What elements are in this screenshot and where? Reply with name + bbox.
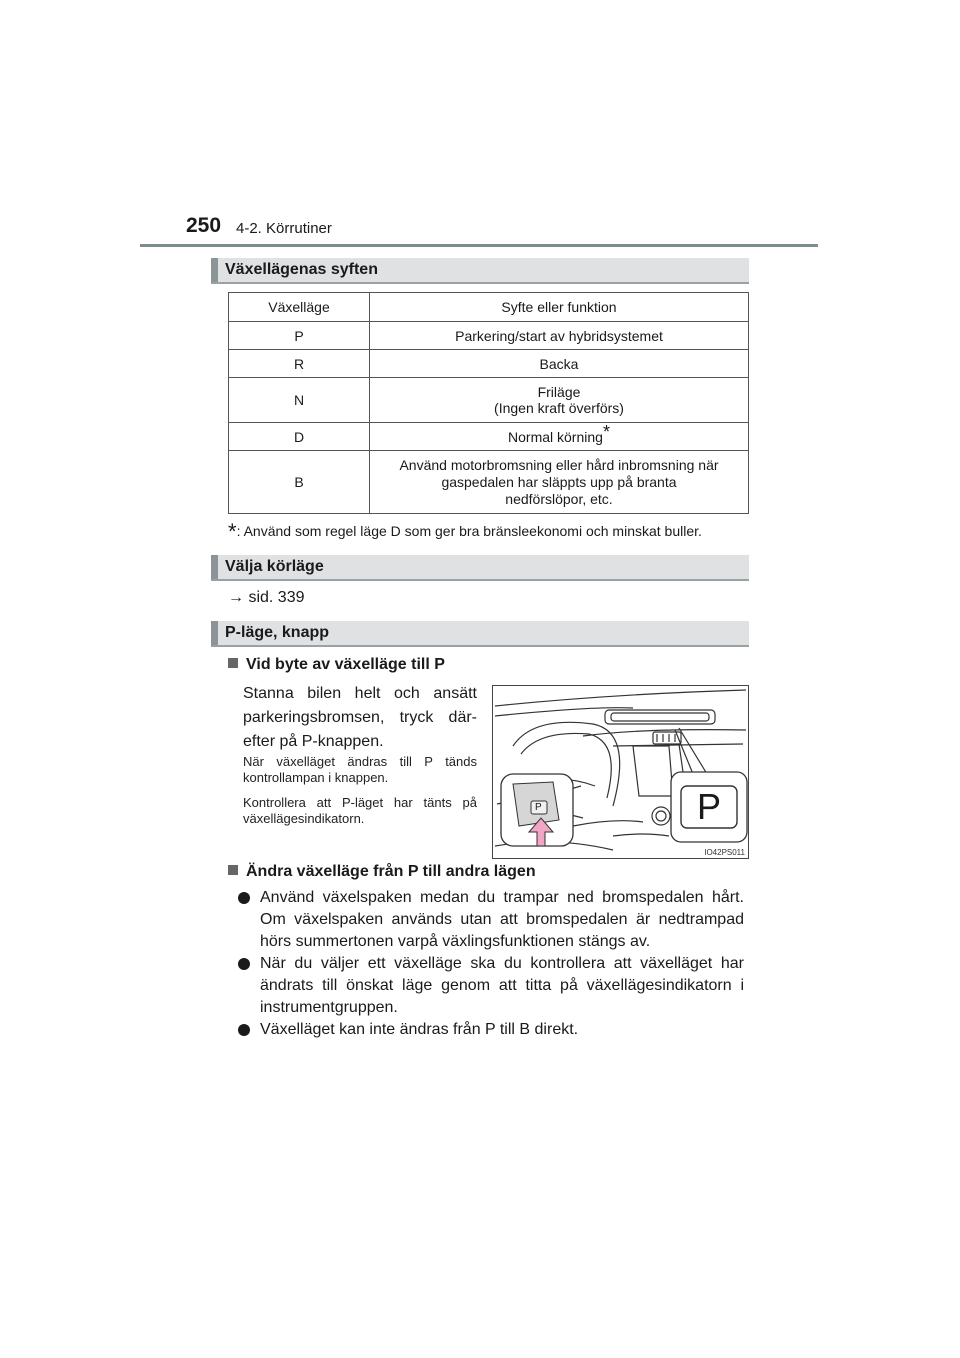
- note-text: Kontrollera att P-läget har tänts på växellägesindikatorn.: [243, 795, 477, 826]
- cell-purpose-text: Normal körning: [508, 428, 603, 445]
- subheading-text: Ändra växelläge från P till andra lägen: [246, 863, 536, 880]
- table-footnote: [228, 519, 702, 545]
- dashboard-drawing: [493, 686, 748, 858]
- page-number: 250: [186, 214, 222, 237]
- table-row: [229, 423, 749, 451]
- square-bullet-icon: [228, 658, 238, 668]
- cell-mode: B: [229, 451, 370, 514]
- bullet-dot-icon: [238, 958, 250, 970]
- illustration-code: IO42PS011: [704, 848, 745, 857]
- page-reference-text: sid. 339: [248, 589, 305, 606]
- cell-purpose-line: gaspedalen har släppts upp på branta: [441, 473, 677, 490]
- section-heading-select-mode: [211, 555, 749, 581]
- gear-mode-table: [228, 292, 749, 514]
- table-header-row: [229, 293, 749, 322]
- cell-purpose-line: nedförslöpor, etc.: [505, 490, 613, 507]
- subheading-text: Vid byte av växelläge till P: [246, 656, 445, 673]
- cell-purpose: [370, 378, 749, 423]
- cell-mode: N: [229, 378, 370, 423]
- column-header-mode: Växelläge: [229, 293, 370, 322]
- list-item-text: Använd växelspaken medan du trampar ned bromspedalen hårt. Om växelspaken används utan att bromspedalen är nedtrampad hörs summertonen varpå växlingsfunktionen stängs av.: [260, 889, 744, 950]
- bullet-dot-icon: [238, 892, 250, 904]
- list-item: [228, 1019, 744, 1041]
- table-row: [229, 451, 749, 514]
- section-title: Växellägenas syften: [225, 261, 378, 278]
- cell-purpose-line: Friläge: [537, 384, 581, 400]
- header-divider: [140, 244, 818, 247]
- table-row: [229, 322, 749, 350]
- list-item-text: När du väljer ett växelläge ska du kontrollera att växelläget har ändrats till önskat läge genom att titta på växellägesindikatorn i instrumentgruppen.: [260, 955, 744, 1016]
- bullet-dot-icon: [238, 1024, 250, 1036]
- square-bullet-icon: [228, 865, 238, 875]
- dashboard-illustration: [492, 685, 749, 859]
- cell-mode: D: [229, 423, 370, 451]
- page-reference[interactable]: [228, 589, 305, 607]
- footnote-marker: *: [602, 421, 610, 442]
- note-text: När växelläget ändras till P tänds kontrollampan i knappen.: [243, 754, 477, 785]
- p-button-letter: P: [535, 802, 542, 813]
- table-row: [229, 378, 749, 423]
- cell-purpose: [370, 451, 749, 514]
- arrow-icon: →: [228, 589, 244, 606]
- list-item-text: Växelläget kan inte ändras från P till B direkt.: [260, 1021, 579, 1038]
- list-item: [228, 887, 744, 953]
- p-indicator-letter: P: [697, 786, 722, 827]
- footnote-star: *: [228, 519, 237, 544]
- cell-purpose: [370, 423, 749, 451]
- subheading-shift-to-p: [228, 656, 445, 674]
- subheading-shift-from-p: [228, 863, 536, 881]
- cell-purpose-line: (Ingen kraft överförs): [494, 400, 624, 416]
- section-title: P-läge, knapp: [225, 624, 330, 641]
- section-title: Välja körläge: [225, 558, 324, 575]
- cell-purpose: Parkering/start av hybridsystemet: [370, 322, 749, 350]
- cell-purpose-line: Använd motorbromsning eller hård inbromsning när: [399, 456, 719, 473]
- section-heading-gear-purposes: [211, 258, 749, 284]
- cell-mode: P: [229, 322, 370, 350]
- chapter-title: 4-2. Körrutiner: [236, 220, 332, 237]
- table-row: [229, 350, 749, 378]
- cell-mode: R: [229, 350, 370, 378]
- cell-purpose: Backa: [370, 350, 749, 378]
- list-item: [228, 953, 744, 1019]
- footnote-text: : Använd som regel läge D som ger bra bränsleekonomi och minskat buller.: [236, 523, 702, 539]
- instruction-text: Stanna bilen helt och ansätt parkeringsbromsen, tryck därefter på P-knappen.: [243, 685, 477, 750]
- column-header-purpose: Syfte eller funktion: [370, 293, 749, 322]
- section-heading-p-button: [211, 621, 749, 647]
